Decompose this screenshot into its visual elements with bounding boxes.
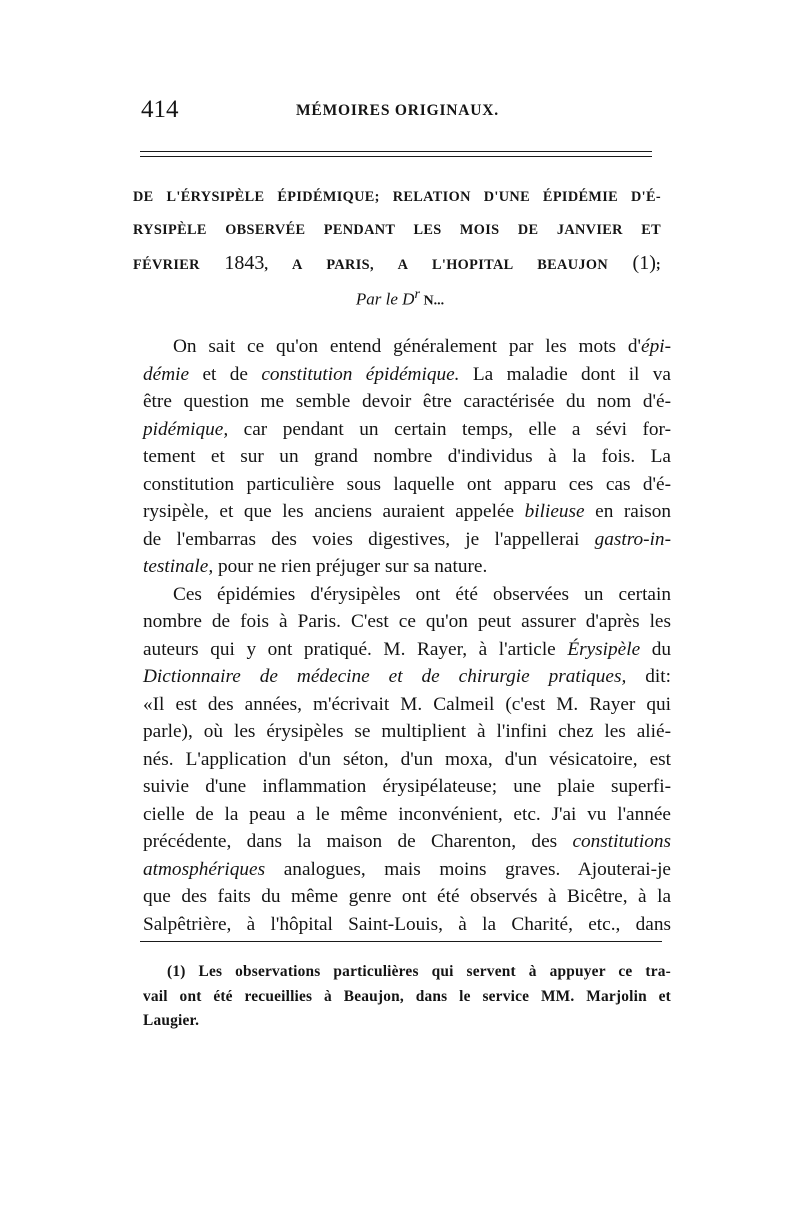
italic-term: constitutions [572, 831, 671, 852]
title-line: RYSIPÈLE OBSERVÉE PENDANT LES MOIS DE JANVIER ET [133, 222, 661, 238]
text-line [143, 828, 671, 856]
header-rule [140, 156, 652, 157]
text-line: être question me semble devoir être caractérisée du nom d'é- [143, 391, 671, 412]
byline-prefix: Par le D [355, 289, 415, 309]
italic-term: bilieuse [524, 501, 585, 522]
page-number: 414 [141, 96, 179, 123]
italic-term: atmosphériques [143, 858, 266, 880]
text-line [143, 553, 671, 581]
header-rule [140, 151, 652, 152]
byline [0, 286, 800, 310]
text-line: Salpêtrière, à l'hôpital Saint-Louis, à la Charité, etc., dans [143, 913, 671, 935]
footnote-line: vail ont été recueillies à Beaujon, dans le service MM. Marjolin et [143, 987, 671, 1005]
text-line: cielle de la peau a le même inconvénient, etc. J'ai vu l'année [143, 803, 671, 825]
title-line [133, 247, 661, 280]
italic-term: gastro-in- [594, 528, 671, 550]
italic-term: Dictionnaire de médecine et de chirurgie pratiques, [143, 666, 627, 687]
title-text: FÉVRIER [133, 257, 225, 273]
text-line: que des faits du même genre ont été observés à Bicêtre, à la [143, 886, 671, 907]
footnote-line: Laugier. [143, 1012, 200, 1029]
text-span: rysipèle, et que les anciens auraient appelée [143, 501, 525, 522]
article-title [133, 181, 661, 280]
text-line [143, 498, 671, 526]
italic-term: épi- [641, 336, 671, 357]
italic-term: démie [143, 363, 190, 385]
text-line [143, 361, 671, 389]
text-span: de l'embarras des voies digestives, je l'appellerai [143, 528, 595, 550]
footnote-rule [140, 941, 662, 942]
title-text: , A PARIS, A L'HOPITAL BEAUJON [264, 257, 633, 273]
text-line [143, 856, 671, 884]
italic-term: pidémique, [143, 418, 229, 440]
text-line [143, 333, 671, 361]
title-year: 1843 [224, 252, 265, 274]
text-span: en raison [584, 501, 671, 522]
text-line: «Il est des années, m'écrivait M. Calmeil (c'est M. Rayer qui [143, 693, 671, 715]
text-line: parle), où les érysipèles se multiplient à l'infini chez les alié- [143, 721, 671, 742]
text-span: auteurs qui y ont pratiqué. M. Rayer, à l'article [143, 638, 568, 660]
italic-term: testinale, [143, 556, 214, 577]
text-line: nombre de fois à Paris. C'est ce qu'on peut assurer d'après les [143, 611, 671, 632]
footnote-reference: (1) [632, 252, 656, 274]
title-line: DE L'ÉRYSIPÈLE ÉPIDÉMIQUE; RELATION D'UNE ÉPIDÉMIE D'É- [133, 189, 661, 205]
text-span: et de [189, 363, 262, 385]
footnote [143, 960, 671, 1034]
text-line: tement et sur un grand nombre d'individus à la fois. La [143, 446, 671, 467]
byline-superscript: r [414, 286, 420, 302]
text-span: pour ne rien préjuger sur sa nature. [213, 556, 488, 577]
text-span: dit: [626, 666, 671, 687]
italic-term: constitution épidémique. [261, 363, 460, 385]
text-span: La maladie dont il va [459, 363, 671, 385]
text-line [143, 416, 671, 444]
body-text [143, 333, 671, 938]
text-span: car pendant un certain temps, elle a sévi for- [228, 418, 671, 440]
text-line: nés. L'application d'un séton, d'un moxa, d'un vésicatoire, est [143, 748, 671, 770]
text-line [143, 636, 671, 664]
running-head: MÉMOIRES ORIGINAUX. [296, 102, 499, 119]
text-span: analogues, mais moins graves. Ajouterai-je [265, 858, 671, 880]
text-span: du [640, 638, 671, 660]
author-initial: N... [419, 293, 445, 309]
text-line [143, 526, 671, 554]
text-line: Ces épidémies d'érysipèles ont été observées un certain [173, 583, 671, 605]
italic-term: Érysipèle [567, 638, 641, 660]
footnote-line: (1) Les observations particulières qui servent à appuyer ce tra- [167, 963, 671, 980]
title-text: ; [655, 257, 661, 273]
text-line: suivie d'une inflammation érysipélateuse; une plaie superfi- [143, 776, 671, 797]
text-span: précédente, dans la maison de Charenton, des [143, 831, 573, 852]
text-line: constitution particulière sous laquelle ont apparu ces cas d'é- [143, 473, 671, 495]
text-span: On sait ce qu'on entend généralement par les mots d' [173, 336, 642, 357]
text-line [143, 663, 671, 691]
